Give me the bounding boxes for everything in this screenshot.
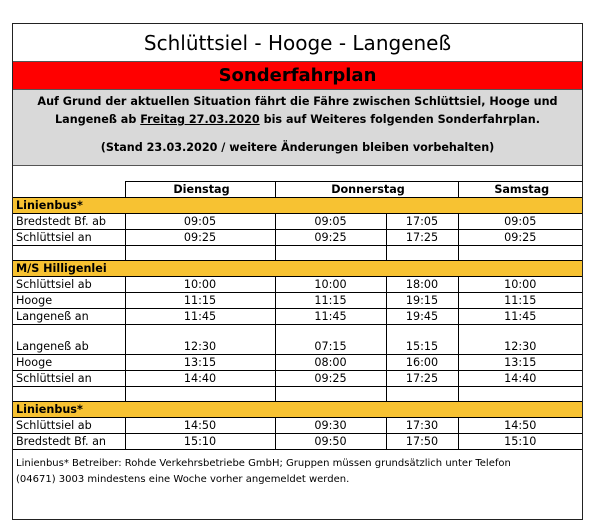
section-bus-1-label: Linienbus* <box>13 197 582 213</box>
intro-line-2-post: bis auf Weiteres folgenden Sonderfahrplan. <box>259 113 540 126</box>
header-thursday: Donnerstag <box>275 181 458 197</box>
spacer-row <box>13 324 582 339</box>
time-tuesday: 15:10 <box>125 434 275 450</box>
time-thursday-1: 09:05 <box>275 213 386 229</box>
time-saturday: 14:50 <box>458 418 582 434</box>
stop-name: Schlüttsiel ab <box>13 276 125 292</box>
time-thursday-1: 09:50 <box>275 434 386 450</box>
time-thursday-1: 09:30 <box>275 418 386 434</box>
schedule-row <box>13 308 582 324</box>
stop-name: Langeneß ab <box>13 339 125 355</box>
time-tuesday: 11:15 <box>125 292 275 308</box>
intro-line-2 <box>13 111 582 129</box>
schedule-row <box>13 434 582 450</box>
schedule-row <box>13 418 582 434</box>
time-tuesday: 14:50 <box>125 418 275 434</box>
intro-line-1: Auf Grund der aktuellen Situation fährt die Fähre zwischen Schlüttsiel, Hooge und <box>37 95 558 108</box>
time-thursday-1: 09:25 <box>275 229 386 245</box>
time-tuesday: 09:05 <box>125 213 275 229</box>
header-saturday: Samstag <box>458 181 582 197</box>
time-tuesday: 12:30 <box>125 339 275 355</box>
schedule-row <box>13 292 582 308</box>
special-schedule-banner <box>13 62 582 90</box>
intro-line-2-pre: Langeneß ab <box>55 113 141 126</box>
time-thursday-1: 08:00 <box>275 355 386 371</box>
time-tuesday: 13:15 <box>125 355 275 371</box>
header-tuesday: Dienstag <box>125 181 275 197</box>
time-saturday: 10:00 <box>458 276 582 292</box>
route-title: Schlüttsiel - Hooge - Langeneß <box>13 24 582 62</box>
schedule-row <box>13 213 582 229</box>
time-thursday-2: 17:50 <box>386 434 458 450</box>
time-thursday-2: 17:25 <box>386 229 458 245</box>
time-saturday: 15:10 <box>458 434 582 450</box>
time-thursday-1: 11:15 <box>275 292 386 308</box>
time-thursday-2: 17:05 <box>386 213 458 229</box>
stop-name: Schlüttsiel an <box>13 229 125 245</box>
section-ferry <box>13 260 582 276</box>
time-thursday-2: 16:00 <box>386 355 458 371</box>
time-thursday-2: 15:15 <box>386 339 458 355</box>
time-saturday: 09:25 <box>458 229 582 245</box>
time-thursday-1: 10:00 <box>275 276 386 292</box>
time-saturday: 13:15 <box>458 355 582 371</box>
time-tuesday: 14:40 <box>125 371 275 387</box>
timetable-sheet <box>12 23 583 520</box>
time-saturday: 11:45 <box>458 308 582 324</box>
stop-name: Hooge <box>13 292 125 308</box>
banner-text: Sonderfahrplan <box>218 65 377 86</box>
footnote <box>13 450 582 488</box>
time-thursday-1: 07:15 <box>275 339 386 355</box>
section-bus-2 <box>13 402 582 418</box>
day-header-row <box>13 181 582 197</box>
status-note: (Stand 23.03.2020 / weitere Änderungen bleiben vorbehalten) <box>100 141 495 154</box>
time-saturday: 09:05 <box>458 213 582 229</box>
time-thursday-2: 19:15 <box>386 292 458 308</box>
time-saturday: 12:30 <box>458 339 582 355</box>
footnote-line-1: Linienbus* Betreiber: Rohde Verkehrsbetriebe GmbH; Gruppen müssen grundsätzlich unter Telefon <box>16 458 511 469</box>
time-tuesday: 09:25 <box>125 229 275 245</box>
stop-name: Bredstedt Bf. an <box>13 434 125 450</box>
schedule-row <box>13 371 582 387</box>
time-tuesday: 10:00 <box>125 276 275 292</box>
time-thursday-2: 18:00 <box>386 276 458 292</box>
stop-name: Hooge <box>13 355 125 371</box>
time-thursday-1: 09:25 <box>275 371 386 387</box>
spacer-row <box>13 387 582 402</box>
footnote-line-2: (04671) 3003 mindestens eine Woche vorher angemeldet werden. <box>16 474 350 485</box>
spacer-row <box>13 166 582 181</box>
schedule-row <box>13 276 582 292</box>
section-bus-2-label: Linienbus* <box>13 402 582 418</box>
stop-name: Schlüttsiel ab <box>13 418 125 434</box>
section-ferry-label: M/S Hilligenlei <box>13 260 582 276</box>
time-saturday: 14:40 <box>458 371 582 387</box>
stop-name: Schlüttsiel an <box>13 371 125 387</box>
time-thursday-2: 17:25 <box>386 371 458 387</box>
time-thursday-2: 19:45 <box>386 308 458 324</box>
stop-name: Langeneß an <box>13 308 125 324</box>
spacer-row <box>13 245 582 260</box>
time-thursday-2: 17:30 <box>386 418 458 434</box>
start-date: Freitag 27.03.2020 <box>140 113 260 126</box>
intro-notice <box>13 90 582 166</box>
section-bus-1 <box>13 197 582 213</box>
schedule-row <box>13 355 582 371</box>
time-saturday: 11:15 <box>458 292 582 308</box>
schedule-table <box>13 166 582 450</box>
time-thursday-1: 11:45 <box>275 308 386 324</box>
stop-name: Bredstedt Bf. ab <box>13 213 125 229</box>
schedule-row <box>13 229 582 245</box>
time-tuesday: 11:45 <box>125 308 275 324</box>
schedule-row <box>13 339 582 355</box>
